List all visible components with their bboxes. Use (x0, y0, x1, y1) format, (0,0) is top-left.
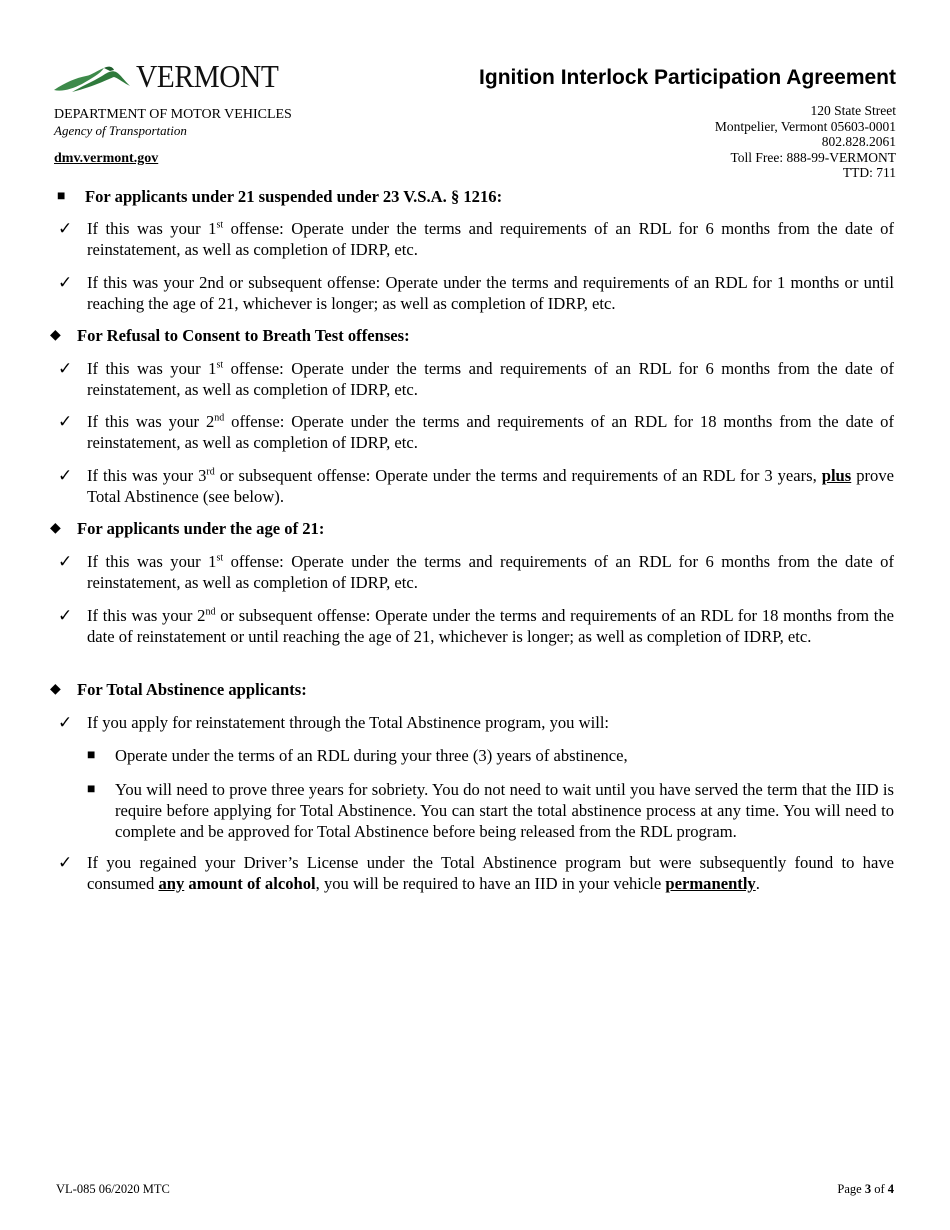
address-toll-free: Toll Free: 888-99-VERMONT (730, 149, 896, 165)
checkmark-icon: ✓ (58, 359, 73, 378)
sub-list-item: You will need to prove three years for sobriety. You do not need to wait until you have served the term that the IID is require before applying for Total Abstinence. You can start the total abstinence process at any time. You will need to complete and be approved for Total Abstinence before being released from the RDL program. (115, 780, 894, 841)
square-bullet-icon: ■ (87, 782, 96, 797)
checkmark-icon: ✓ (58, 606, 73, 625)
checkmark-icon: ✓ (58, 219, 73, 238)
checkmark-icon: ✓ (58, 552, 73, 571)
checkmark-icon: ✓ (58, 412, 73, 431)
address-block (715, 103, 896, 181)
checkmark-icon: ✓ (58, 713, 73, 732)
list-item: If this was your 3rd or subsequent offense: Operate under the terms and requirements of an RDL for 3 years, plus prove Total Abstinence (see below). (87, 466, 894, 506)
website-link[interactable]: dmv.vermont.gov (54, 151, 159, 166)
form-code: VL-085 06/2020 MTC (56, 1182, 170, 1196)
page-number: Page 3 of 4 (837, 1182, 894, 1196)
list-item: If this was your 2nd or subsequent offense: Operate under the terms and requirements of an RDL for 1 months or until reaching the age of 21, whichever is longer; as well as completion of IDRP, etc. (87, 273, 894, 313)
diamond-bullet-icon: ◆ (50, 328, 61, 343)
list-item: If this was your 1st offense: Operate under the terms and requirements of an RDL for 6 months from the date of reinstatement, as well as completion of IDRP, etc. (87, 359, 894, 399)
department-name: DEPARTMENT OF MOTOR VEHICLES (54, 107, 292, 122)
section-heading: For applicants under 21 suspended under 23 V.S.A. § 1216: (85, 187, 503, 206)
list-item: If this was your 2nd or subsequent offense: Operate under the terms and requirements of an RDL for 18 months from the date of reinstatement or until reaching the age of 21, whichever is longer; as well as completion of IDRP, etc. (87, 606, 894, 646)
list-item: If you apply for reinstatement through the Total Abstinence program, you will: (87, 713, 610, 732)
section-heading: For applicants under the age of 21: (77, 519, 325, 538)
list-item: If this was your 1st offense: Operate under the terms and requirements of an RDL for 6 months from the date of reinstatement, as well as completion of IDRP, etc. (87, 552, 894, 592)
section-heading: For Refusal to Consent to Breath Test offenses: (77, 326, 410, 345)
list-item: If this was your 2nd offense: Operate under the terms and requirements of an RDL for 18 months from the date of reinstatement, as well as completion of IDRP, etc. (87, 412, 894, 452)
address-phone: 802.828.2061 (821, 134, 896, 149)
checkmark-icon: ✓ (58, 466, 73, 485)
address-city: Montpelier, Vermont 05603-0001 (714, 118, 896, 134)
sub-list-item: Operate under the terms of an RDL during your three (3) years of abstinence, (115, 746, 628, 765)
checkmark-icon: ✓ (58, 273, 73, 292)
mountain-logo-icon (52, 62, 138, 96)
document-title: Ignition Interlock Participation Agreement (479, 66, 896, 89)
square-bullet-icon: ■ (57, 189, 66, 204)
agency-name: Agency of Transportation (54, 123, 187, 138)
checkmark-icon: ✓ (58, 853, 73, 872)
vermont-logo (52, 58, 279, 96)
section-heading: For Total Abstinence applicants: (77, 680, 307, 699)
address-street: 120 State Street (810, 103, 896, 118)
address-ttd: TTD: 711 (842, 165, 896, 180)
list-item: If you regained your Driver’s License under the Total Abstinence program but were subsequently found to have consumed any amount of alcohol, you will be required to have an IID in your vehicle permanently. (87, 853, 894, 893)
logo-wordmark: VERMONT (136, 58, 279, 94)
diamond-bullet-icon: ◆ (50, 521, 61, 536)
diamond-bullet-icon: ◆ (50, 682, 61, 697)
square-bullet-icon: ■ (87, 748, 96, 763)
list-item: If this was your 1st offense: Operate under the terms and requirements of an RDL for 6 months from the date of reinstatement, as well as completion of IDRP, etc. (87, 219, 894, 259)
